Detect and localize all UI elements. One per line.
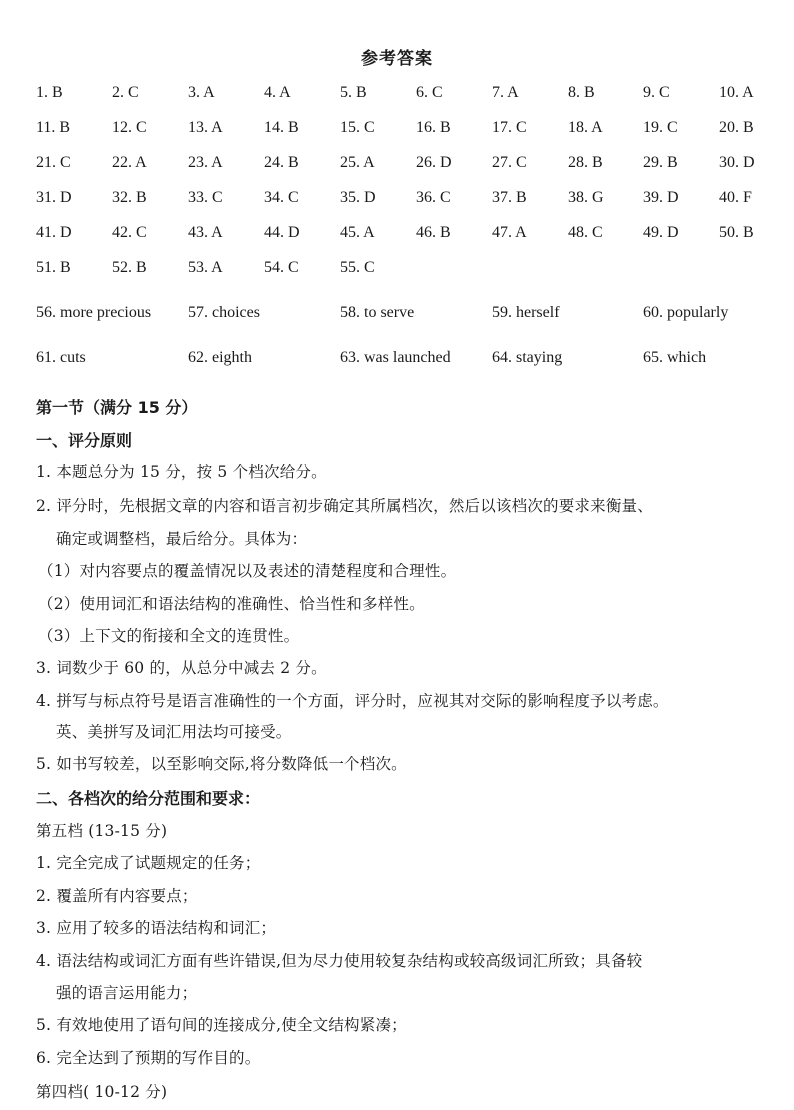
- guideline-item: 5. 如书写较差，以至影响交际,将分数降低一个档次。: [36, 755, 407, 773]
- answer-item: 23. A: [188, 154, 223, 171]
- guideline-subitem: （2）使用词汇和语法结构的准确性、恰当性和多样性。: [38, 595, 425, 613]
- guideline-continuation: 确定或调整档，最后给分。具体为：: [56, 530, 308, 548]
- guideline-continuation: 英、美拼写及词汇用法均可接受。: [56, 723, 292, 741]
- fill-in-item: 59. herself: [492, 304, 560, 321]
- answer-item: 8. B: [568, 84, 595, 101]
- answer-item: 46. B: [416, 224, 451, 241]
- answer-item: 44. D: [264, 224, 300, 241]
- answer-item: 1. B: [36, 84, 63, 101]
- fill-in-item: 65. which: [643, 349, 707, 366]
- guideline-item: 6. 完全达到了预期的写作目的。: [36, 1049, 261, 1067]
- guideline-subitem: （3）上下文的衔接和全文的连贯性。: [38, 627, 300, 645]
- answer-item: 14. B: [264, 119, 299, 136]
- answer-item: 47. A: [492, 224, 527, 241]
- answer-item: 7. A: [492, 84, 519, 101]
- answer-item: 37. B: [492, 189, 527, 206]
- guideline-item: 1. 本题总分为 15 分，按 5 个档次给分。: [36, 463, 327, 481]
- answer-item: 43. A: [188, 224, 223, 241]
- fill-in-item: 56. more precious: [36, 304, 152, 321]
- answer-item: 13. A: [188, 119, 223, 136]
- guideline-item: 2. 覆盖所有内容要点；: [36, 887, 198, 905]
- section-heading: 二、各档次的给分范围和要求：: [36, 789, 261, 808]
- fill-in-item: 58. to serve: [340, 304, 415, 321]
- answer-item: 18. A: [568, 119, 603, 136]
- answer-item: 12. C: [112, 119, 147, 136]
- answer-item: 6. C: [416, 84, 443, 101]
- guideline-item: 4. 拼写与标点符号是语言准确性的一个方面，评分时，应视其对交际的影响程度予以考虑。: [36, 692, 669, 710]
- fill-in-row: [36, 349, 794, 373]
- answer-item: 35. D: [340, 189, 376, 206]
- answer-row: [36, 84, 794, 108]
- answer-item: 54. C: [264, 259, 299, 276]
- answer-item: 21. C: [36, 154, 71, 171]
- answer-item: 45. A: [340, 224, 375, 241]
- answer-item: 20. B: [719, 119, 754, 136]
- answer-item: 15. C: [340, 119, 375, 136]
- fill-in-item: 60. popularly: [643, 304, 729, 321]
- answer-item: 50. B: [719, 224, 754, 241]
- fill-in-row: [36, 304, 794, 328]
- section-heading: 一、评分原则: [36, 431, 133, 450]
- answer-item: 25. A: [340, 154, 375, 171]
- section-heading: 第一节（满分 15 分）: [36, 398, 198, 417]
- answer-item: 36. C: [416, 189, 451, 206]
- answer-item: 29. B: [643, 154, 678, 171]
- answer-row: [36, 189, 794, 213]
- answer-item: 16. B: [416, 119, 451, 136]
- guideline-item: 4. 语法结构或词汇方面有些许错误,但为尽力使用较复杂结构或较高级词汇所致；具备较: [36, 952, 643, 970]
- answer-item: 2. C: [112, 84, 139, 101]
- fill-in-item: 61. cuts: [36, 349, 86, 366]
- answer-item: 11. B: [36, 119, 71, 136]
- answer-item: 5. B: [340, 84, 367, 101]
- fill-in-item: 64. staying: [492, 349, 563, 366]
- fill-in-item: 62. eighth: [188, 349, 252, 366]
- answer-item: 24. B: [264, 154, 299, 171]
- guideline-item: 3. 应用了较多的语法结构和词汇；: [36, 919, 277, 937]
- answer-item: 22. A: [112, 154, 147, 171]
- guideline-item: 第五档 (13-15 分): [36, 822, 168, 840]
- answer-item: 4. A: [264, 84, 291, 101]
- answer-item: 48. C: [568, 224, 603, 241]
- answer-item: 27. C: [492, 154, 527, 171]
- guideline-item: 1. 完全完成了试题规定的任务；: [36, 854, 261, 872]
- answer-item: 52. B: [112, 259, 147, 276]
- answer-item: 28. B: [568, 154, 603, 171]
- answer-item: 51. B: [36, 259, 71, 276]
- guideline-item: 2. 评分时，先根据文章的内容和语言初步确定其所属档次，然后以该档次的要求来衡量、: [36, 497, 653, 515]
- answer-item: 38. G: [568, 189, 604, 206]
- answer-row: [36, 154, 794, 178]
- page-title: 参考答案: [361, 49, 433, 69]
- answer-item: 17. C: [492, 119, 527, 136]
- answer-row: [36, 259, 794, 283]
- guideline-subitem: （1）对内容要点的覆盖情况以及表述的清楚程度和合理性。: [38, 562, 457, 580]
- answer-item: 32. B: [112, 189, 147, 206]
- answer-row: [36, 119, 794, 143]
- answer-row: [36, 224, 794, 248]
- guideline-item: 3. 词数少于 60 的，从总分中减去 2 分。: [36, 659, 327, 677]
- answer-item: 39. D: [643, 189, 679, 206]
- answer-item: 53. A: [188, 259, 223, 276]
- answer-item: 3. A: [188, 84, 215, 101]
- answer-item: 10. A: [719, 84, 754, 101]
- answer-item: 34. C: [264, 189, 299, 206]
- answer-item: 30. D: [719, 154, 755, 171]
- answer-item: 9. C: [643, 84, 670, 101]
- answer-item: 31. D: [36, 189, 72, 206]
- fill-in-item: 63. was launched: [340, 349, 451, 366]
- answer-item: 33. C: [188, 189, 223, 206]
- answer-item: 49. D: [643, 224, 679, 241]
- answer-item: 42. C: [112, 224, 147, 241]
- answer-item: 26. D: [416, 154, 452, 171]
- answer-item: 19. C: [643, 119, 678, 136]
- guideline-continuation: 强的语言运用能力；: [56, 984, 198, 1002]
- answer-item: 55. C: [340, 259, 375, 276]
- answer-item: 40. F: [719, 189, 752, 206]
- answer-item: 41. D: [36, 224, 72, 241]
- fill-in-item: 57. choices: [188, 304, 260, 321]
- guideline-item: 5. 有效地使用了语句间的连接成分,使全文结构紧凑；: [36, 1016, 407, 1034]
- guideline-item: 第四档( 10-12 分): [36, 1083, 168, 1101]
